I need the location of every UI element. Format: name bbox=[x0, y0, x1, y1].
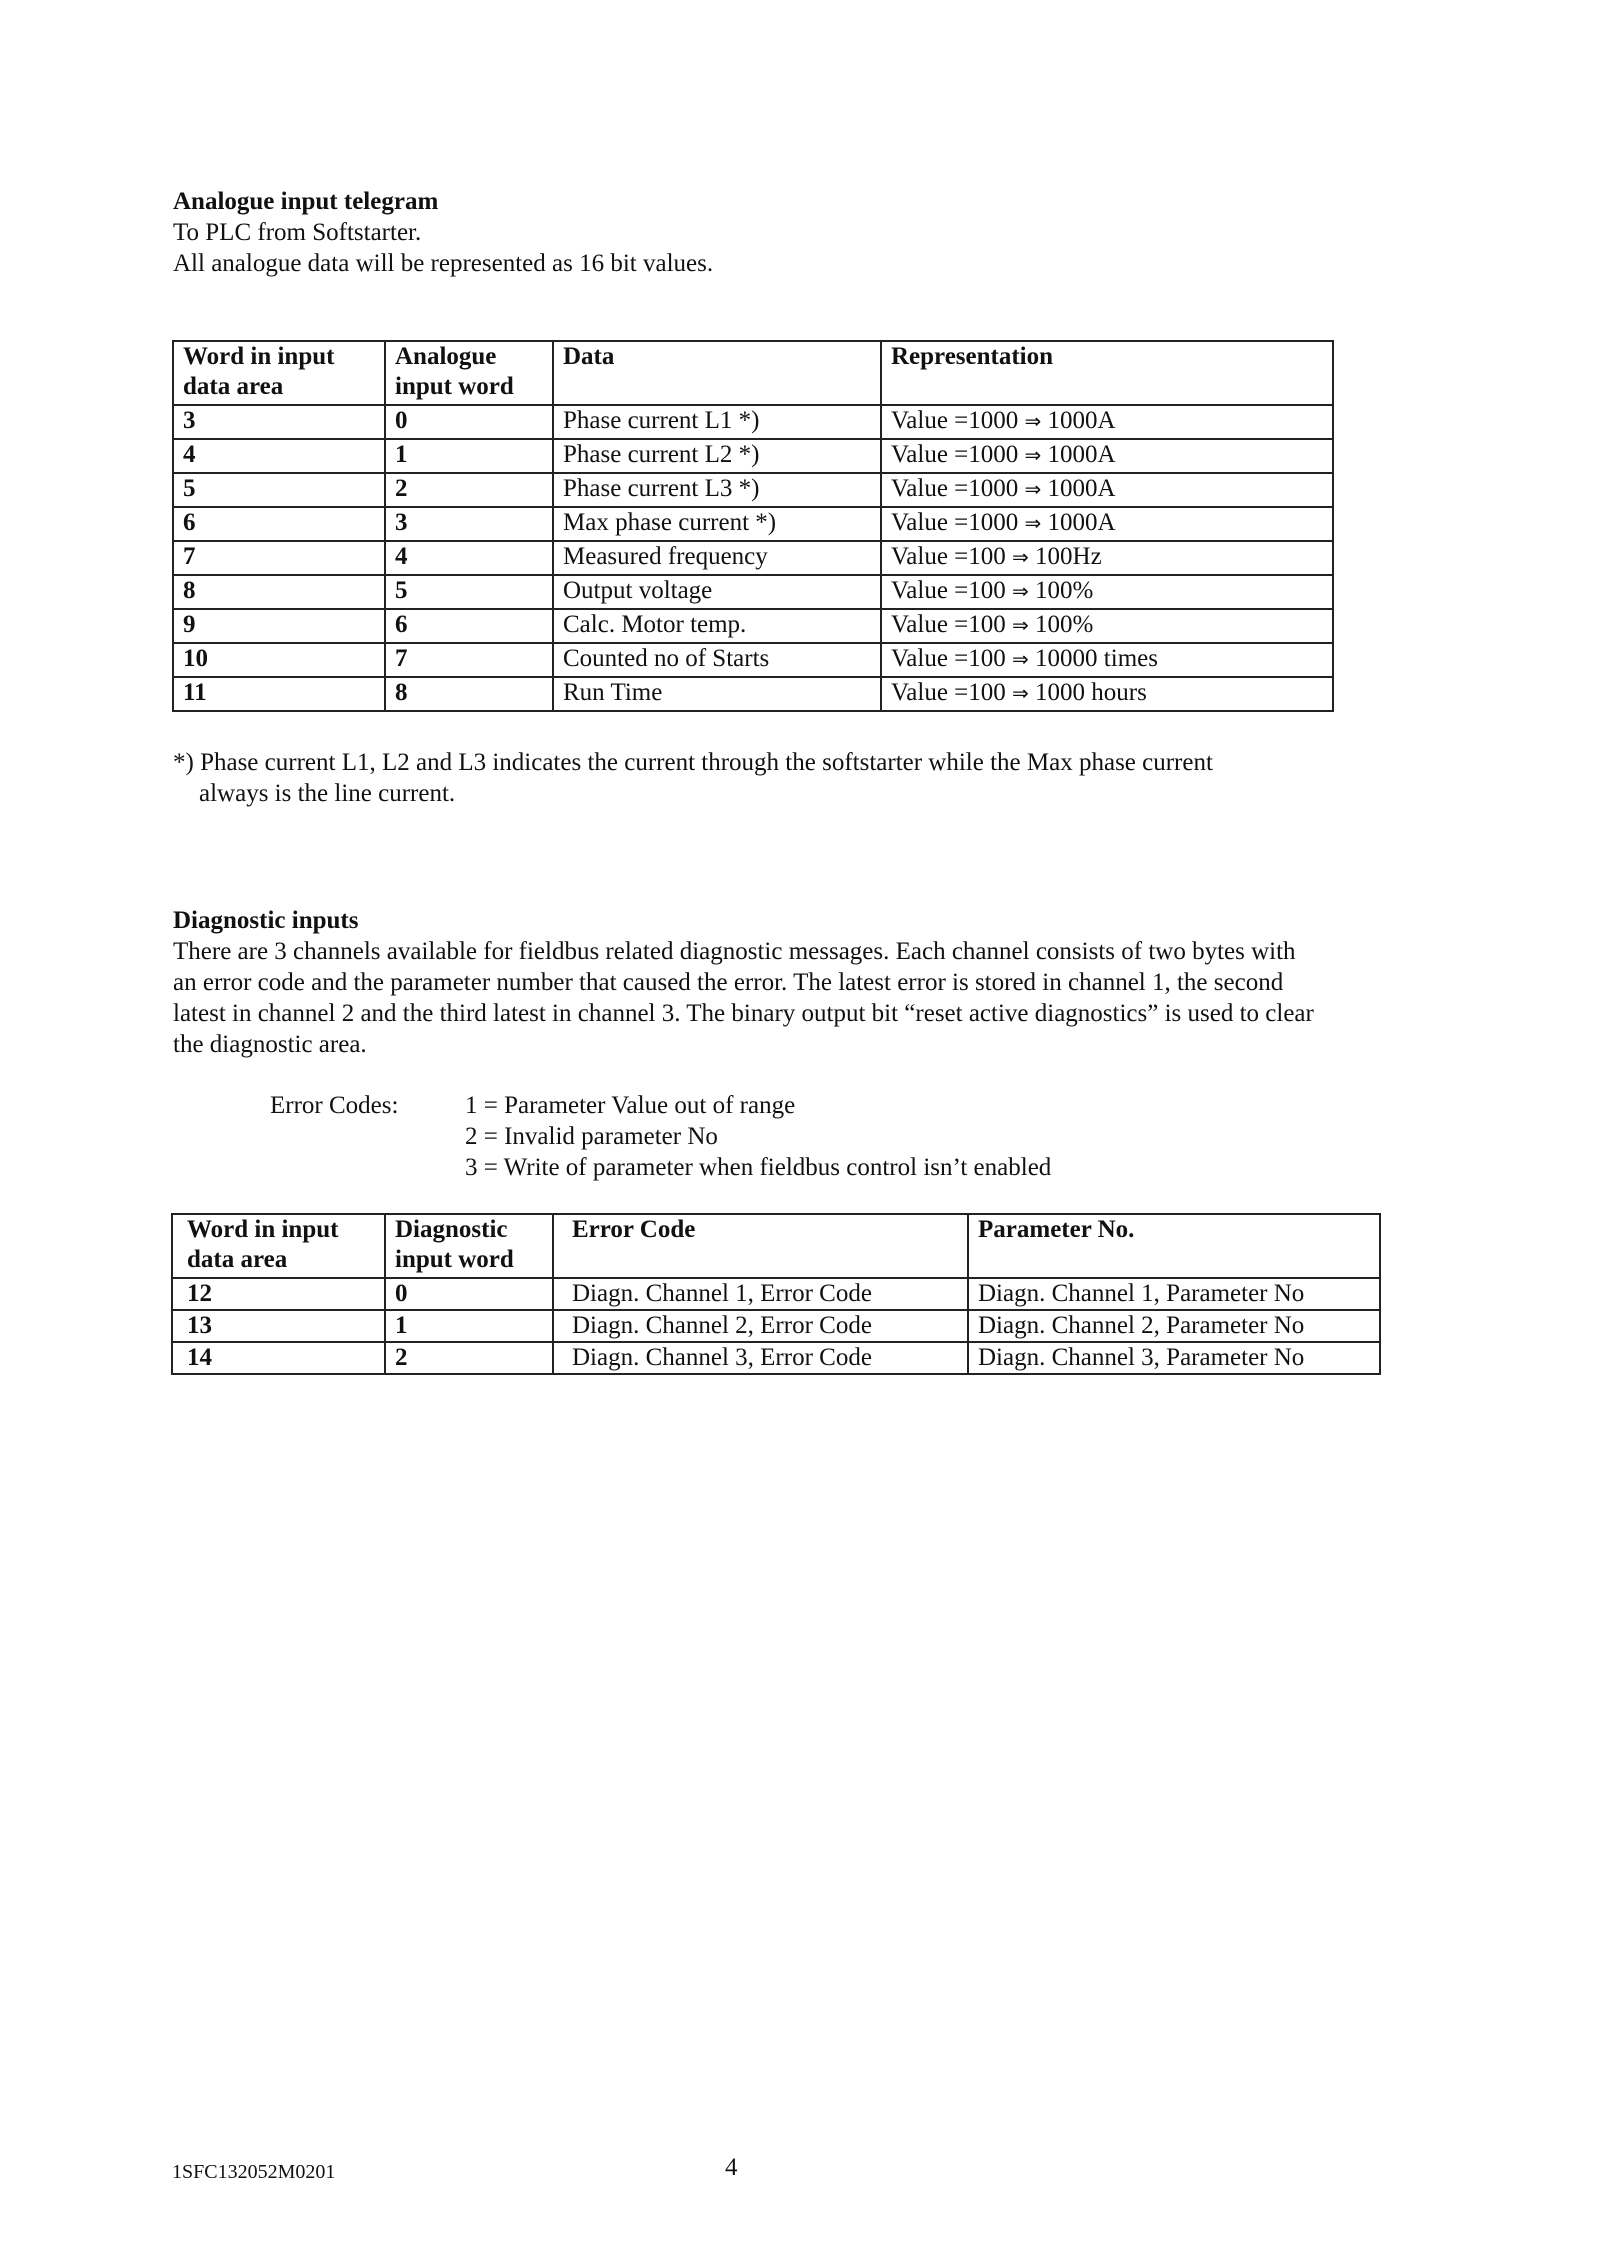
word-cell: 10 bbox=[173, 643, 385, 677]
data-cell: Calc. Motor temp. bbox=[553, 609, 881, 643]
error-code-cell: Diagn. Channel 2, Error Code bbox=[553, 1310, 968, 1342]
paragraph-line: the diagnostic area. bbox=[173, 1031, 367, 1058]
representation-value: Value =100 bbox=[891, 645, 1006, 672]
word-cell: 7 bbox=[173, 541, 385, 575]
representation-result: 100Hz bbox=[1035, 543, 1102, 570]
header-cell: Diagnostic input word bbox=[385, 1214, 553, 1278]
page-number: 4 bbox=[725, 2154, 738, 2181]
representation-value: Value =100 bbox=[891, 543, 1006, 570]
table-row bbox=[173, 609, 1333, 643]
error-code-cell: Diagn. Channel 3, Error Code bbox=[553, 1342, 968, 1374]
document-id: 1SFC132052M0201 bbox=[172, 2161, 336, 2183]
input-word-cell: 3 bbox=[385, 507, 553, 541]
paragraph-line: There are 3 channels available for fieldbus related diagnostic messages. Each channel consists of two bytes with bbox=[173, 938, 1296, 965]
word-cell: 3 bbox=[173, 405, 385, 439]
representation-value: Value =100 bbox=[891, 577, 1006, 604]
word-cell: 14 bbox=[172, 1342, 385, 1374]
error-codes-list bbox=[465, 1090, 1051, 1183]
implies-arrow-icon: ⇒ bbox=[1012, 613, 1029, 637]
representation-cell bbox=[881, 575, 1333, 609]
table-row bbox=[173, 439, 1333, 473]
table-row bbox=[172, 1278, 1380, 1310]
header-cell: Analogue input word bbox=[385, 341, 553, 405]
data-cell: Counted no of Starts bbox=[553, 643, 881, 677]
input-word-cell: 8 bbox=[385, 677, 553, 711]
representation-cell bbox=[881, 507, 1333, 541]
paragraph-line: an error code and the parameter number that caused the error. The latest error is stored in channel 1, the second bbox=[173, 969, 1284, 996]
input-word-cell: 7 bbox=[385, 643, 553, 677]
parameter-cell: Diagn. Channel 3, Parameter No bbox=[968, 1342, 1380, 1374]
footnote-line: *) Phase current L1, L2 and L3 indicates the current through the softstarter while the Max phase current bbox=[173, 749, 1213, 776]
header-cell: Error Code bbox=[553, 1214, 968, 1278]
representation-cell bbox=[881, 439, 1333, 473]
table-row bbox=[172, 1310, 1380, 1342]
representation-value: Value =1000 bbox=[891, 509, 1019, 536]
representation-value: Value =1000 bbox=[891, 475, 1019, 502]
section-analogue-intro bbox=[173, 186, 713, 279]
data-cell: Run Time bbox=[553, 677, 881, 711]
word-cell: 4 bbox=[173, 439, 385, 473]
representation-value: Value =100 bbox=[891, 679, 1006, 706]
word-cell: 9 bbox=[173, 609, 385, 643]
diagnostic-table-body bbox=[172, 1278, 1380, 1374]
data-cell: Phase current L1 *) bbox=[553, 405, 881, 439]
representation-value: Value =1000 bbox=[891, 441, 1019, 468]
error-code-item: 2 = Invalid parameter No bbox=[465, 1123, 718, 1150]
representation-result: 1000A bbox=[1047, 441, 1116, 468]
representation-cell bbox=[881, 609, 1333, 643]
analogue-input-table bbox=[172, 340, 1334, 712]
representation-cell bbox=[881, 405, 1333, 439]
representation-result: 1000A bbox=[1047, 407, 1116, 434]
representation-cell bbox=[881, 677, 1333, 711]
implies-arrow-icon: ⇒ bbox=[1012, 579, 1029, 603]
word-cell: 6 bbox=[173, 507, 385, 541]
error-code-cell: Diagn. Channel 1, Error Code bbox=[553, 1278, 968, 1310]
header-cell: Representation bbox=[881, 341, 1333, 405]
input-word-cell: 1 bbox=[385, 1310, 553, 1342]
word-cell: 5 bbox=[173, 473, 385, 507]
table-header-row bbox=[172, 1214, 1380, 1278]
table-row bbox=[173, 473, 1333, 507]
header-cell: Data bbox=[553, 341, 881, 405]
header-cell: Word in input data area bbox=[173, 341, 385, 405]
diagnostic-input-table bbox=[171, 1213, 1381, 1375]
representation-value: Value =100 bbox=[891, 611, 1006, 638]
section-heading-diagnostic: Diagnostic inputs bbox=[173, 907, 359, 934]
data-cell: Max phase current *) bbox=[553, 507, 881, 541]
input-word-cell: 0 bbox=[385, 405, 553, 439]
implies-arrow-icon: ⇒ bbox=[1012, 545, 1029, 569]
implies-arrow-icon: ⇒ bbox=[1024, 511, 1042, 535]
input-word-cell: 2 bbox=[385, 1342, 553, 1374]
table-row bbox=[173, 575, 1333, 609]
input-word-cell: 2 bbox=[385, 473, 553, 507]
error-codes-label: Error Codes: bbox=[270, 1092, 399, 1119]
data-cell: Phase current L2 *) bbox=[553, 439, 881, 473]
intro-line: All analogue data will be represented as 16 bit values. bbox=[173, 250, 714, 277]
error-code-item: 3 = Write of parameter when fieldbus control isn’t enabled bbox=[465, 1154, 1052, 1181]
representation-value: Value =1000 bbox=[891, 407, 1019, 434]
word-cell: 13 bbox=[172, 1310, 385, 1342]
representation-result: 1000 hours bbox=[1035, 679, 1147, 706]
word-cell: 11 bbox=[173, 677, 385, 711]
data-cell: Output voltage bbox=[553, 575, 881, 609]
input-word-cell: 4 bbox=[385, 541, 553, 575]
representation-result: 100% bbox=[1035, 577, 1094, 604]
table-row bbox=[173, 541, 1333, 575]
input-word-cell: 6 bbox=[385, 609, 553, 643]
section-heading-analogue: Analogue input telegram bbox=[173, 188, 439, 215]
table-row bbox=[173, 643, 1333, 677]
word-cell: 8 bbox=[173, 575, 385, 609]
intro-line: To PLC from Softstarter. bbox=[173, 219, 422, 246]
representation-cell bbox=[881, 473, 1333, 507]
table-row bbox=[172, 1342, 1380, 1374]
error-code-item: 1 = Parameter Value out of range bbox=[465, 1092, 796, 1119]
table-row bbox=[173, 405, 1333, 439]
representation-cell bbox=[881, 541, 1333, 575]
data-cell: Phase current L3 *) bbox=[553, 473, 881, 507]
analogue-table-body bbox=[173, 405, 1333, 711]
representation-result: 10000 times bbox=[1035, 645, 1158, 672]
implies-arrow-icon: ⇒ bbox=[1024, 477, 1042, 501]
input-word-cell: 1 bbox=[385, 439, 553, 473]
input-word-cell: 5 bbox=[385, 575, 553, 609]
parameter-cell: Diagn. Channel 1, Parameter No bbox=[968, 1278, 1380, 1310]
implies-arrow-icon: ⇒ bbox=[1024, 443, 1042, 467]
word-cell: 12 bbox=[172, 1278, 385, 1310]
paragraph-line: latest in channel 2 and the third latest in channel 3. The binary output bit “reset active diagnostics” is used to clear bbox=[173, 1000, 1314, 1027]
footnote bbox=[173, 747, 1213, 809]
table-row bbox=[173, 677, 1333, 711]
parameter-cell: Diagn. Channel 2, Parameter No bbox=[968, 1310, 1380, 1342]
implies-arrow-icon: ⇒ bbox=[1012, 647, 1029, 671]
footnote-line: always is the line current. bbox=[199, 780, 456, 807]
header-cell: Word in input data area bbox=[172, 1214, 385, 1278]
representation-result: 1000A bbox=[1047, 475, 1116, 502]
implies-arrow-icon: ⇒ bbox=[1024, 409, 1042, 433]
input-word-cell: 0 bbox=[385, 1278, 553, 1310]
table-row bbox=[173, 507, 1333, 541]
table-header-row bbox=[173, 341, 1333, 405]
header-cell: Parameter No. bbox=[968, 1214, 1380, 1278]
section-diagnostic-intro bbox=[173, 905, 1314, 1060]
data-cell: Measured frequency bbox=[553, 541, 881, 575]
representation-result: 1000A bbox=[1047, 509, 1116, 536]
representation-result: 100% bbox=[1035, 611, 1094, 638]
implies-arrow-icon: ⇒ bbox=[1012, 681, 1029, 705]
representation-cell bbox=[881, 643, 1333, 677]
